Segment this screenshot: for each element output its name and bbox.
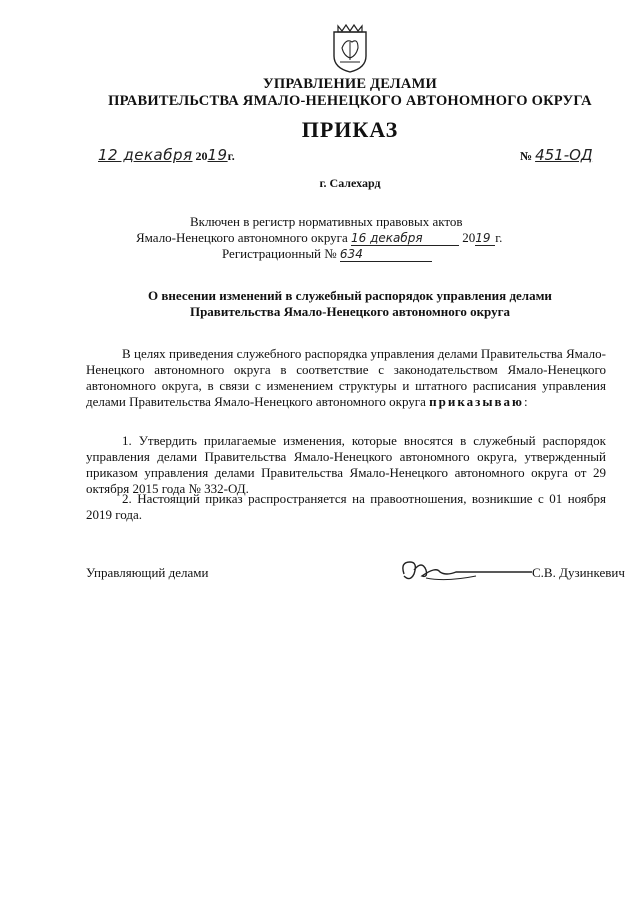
document-title: ПРИКАЗ: [301, 117, 399, 142]
order-word: приказываю: [429, 394, 524, 409]
preamble-text: В целях приведения служебного распорядка управления делами Правительства Ямало-Ненецкого автономного округа в соответствие с законодательством Ямало-Ненецкого автономного округа, в связи с изменением структуры и штатного расписания управления делами Правительства Ямало-Ненецкого автономного округа: [86, 346, 606, 409]
signatory-name: С.В. Дузинкевич: [532, 565, 625, 580]
paragraph-item-2: [86, 491, 606, 523]
paragraph-preamble: [86, 346, 606, 410]
registry-year-suffix: г.: [495, 230, 503, 245]
preamble-end: :: [524, 394, 528, 409]
registry-year-prefix: 20: [462, 230, 476, 245]
subject-line1: О внесении изменений в служебный распорядок управления делами: [148, 288, 552, 303]
registry-line1: Включен в регистр нормативных правовых актов: [190, 214, 463, 229]
document-date: [98, 146, 235, 164]
handwritten-signature: [396, 552, 536, 586]
organization-name-line1: УПРАВЛЕНИЕ ДЕЛАМИ: [263, 76, 437, 92]
registry-line2: [136, 230, 502, 246]
registry-number-label: Регистрационный №: [222, 246, 337, 261]
registry-date-handwritten: 16 декабря: [351, 231, 459, 246]
signatory-position: Управляющий делами: [86, 565, 209, 580]
subject-line2: Правительства Ямало-Ненецкого автономного округа: [189, 304, 511, 319]
registry-number-handwritten: 634: [340, 247, 432, 262]
number-handwritten: 451-ОД: [535, 146, 593, 164]
registry-region: Ямало-Ненецкого автономного округа: [136, 230, 348, 245]
organization-name-line2: ПРАВИТЕЛЬСТВА ЯМАЛО-НЕНЕЦКОГО АВТОНОМНОГО ОКРУГА: [108, 93, 592, 109]
document-number: [520, 146, 593, 164]
year-handwritten: 19: [207, 146, 228, 164]
city: г. Салехард: [319, 176, 381, 190]
document-subject: [0, 288, 640, 320]
date-handwritten: 12 декабря: [98, 146, 193, 164]
item-1-text: 1. Утвердить прилагаемые изменения, которые вносятся в служебный распорядок управления делами Правительства Ямало-Ненецкого автономного округа, утвержденный приказом управления делами Правительства Ямало-Ненецкого автономного округа от 29 октября 2015 года № 332-ОД.: [86, 433, 606, 496]
paragraph-item-1: [86, 433, 606, 497]
coat-of-arms-icon: [328, 22, 372, 74]
year-suffix: г.: [227, 149, 235, 163]
registry-year-handwritten: 19: [475, 231, 495, 246]
registry-line3: [222, 246, 432, 262]
item-2-text: 2. Настоящий приказ распространяется на правоотношения, возникшие с 01 ноября 2019 года.: [86, 491, 606, 522]
number-prefix: №: [520, 149, 533, 163]
year-prefix: 20: [195, 149, 208, 163]
